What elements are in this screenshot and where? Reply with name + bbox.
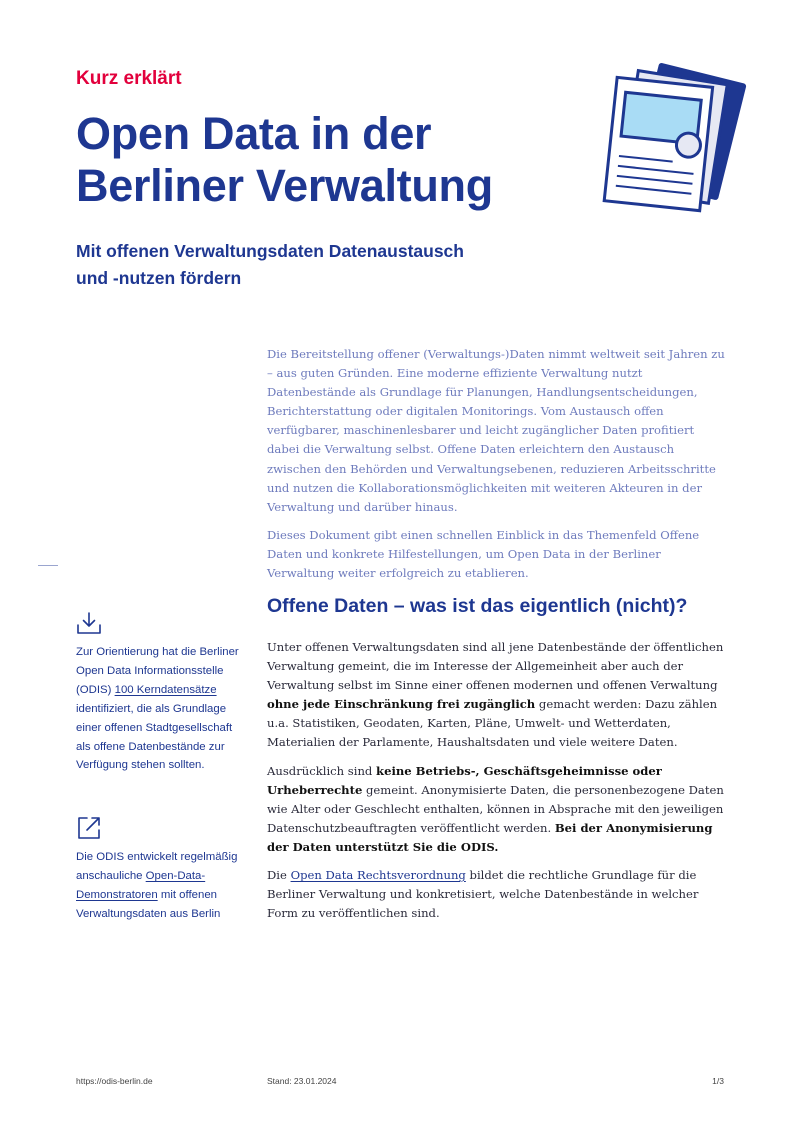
intro-paragraph-1: Die Bereitstellung offener (Verwaltungs-)Daten nimmt weltweit seit Jahren zu – aus guten Gründen. Eine moderne effiziente Verwaltung nutzt Datenbestände als Grundlage für Planungen, Handlungsentscheidungen, Berichterstattung oder digitalen Monitorings. Vom Austausch offen verfügbarer, maschinenlesbarer und leicht zugänglicher Daten profitiert dabei die Verwaltung selbst. Offene Daten erleichtern den Austausch zwischen den Behörden und Verwaltungsebenen, reduzieren Arbeitsschritte und nutzen die Kollaborationsmöglichkeiten mit weiteren Akteuren in der Verwaltung und darüber hinaus. xyxy=(267,347,725,514)
body-paragraph-2 xyxy=(267,762,727,857)
text: gemacht werden: Dazu zählen u.a. Statistiken, Geodaten, Karten, Pläne, Umwelt- und Wetterdaten, Materialien der Parlamente, Haushaltsdaten und viele weitere Daten. xyxy=(267,697,718,750)
text: identifiziert, die als Grundlage einer offenen Stadtgesellschaft als offene Datenbestände zur Verfügung stehen sollten. xyxy=(76,702,233,772)
body-paragraph-1 xyxy=(267,638,727,753)
page-title xyxy=(76,108,596,212)
text: bildet die rechtliche Grundlage für die Berliner Verwaltung und konkretisiert, welche Datenbestände in welcher Form zu veröffentlichen sind. xyxy=(267,868,699,921)
text: Die ODIS entwickelt regelmäßig anschauliche xyxy=(76,851,238,882)
bold-text: ohne jede Einschränkung frei zugänglich xyxy=(267,697,536,712)
text: Die xyxy=(267,868,291,883)
bold-text: Bei der Anonymisierung der Daten unterstützt Sie die ODIS. xyxy=(267,820,713,854)
document-illustration-icon xyxy=(580,58,752,218)
footer-url: https://odis-berlin.de xyxy=(76,1076,153,1086)
kerndatensaetze-link[interactable]: 100 Kerndatensätze xyxy=(114,683,217,696)
subtitle-line-1: Mit offenen Verwaltungsdaten Datenaustausch xyxy=(76,241,464,261)
divider xyxy=(38,565,58,566)
footer-stand: Stand: 23.01.2024 xyxy=(267,1076,337,1086)
title-line-1: Open Data in der xyxy=(76,108,432,159)
text: mit offenen Verwaltungsdaten aus Berlin xyxy=(76,888,221,920)
section-heading: Offene Daten – was ist das eigentlich (nicht)? xyxy=(267,595,688,617)
text: Zur Orientierung hat die Berliner Open Data Informationsstelle (ODIS) xyxy=(76,646,239,696)
subtitle-line-2: und -nutzen fördern xyxy=(76,268,242,288)
bold-text: keine Betriebs-, Geschäftsgeheimnisse oder Urheberrechte xyxy=(267,763,662,797)
page-number: 1/3 xyxy=(712,1076,724,1086)
subtitle xyxy=(76,238,556,292)
text: gemeint. Anonymisierte Daten, die personenbezogene Daten wie Alter oder Geschlecht enthalten, können in Absprache mit den jeweiligen Datenschutzbeauftragten veröffentlicht werden. xyxy=(267,782,724,835)
body-paragraph-3 xyxy=(267,866,727,923)
intro-paragraph-2: Dieses Dokument gibt einen schnellen Einblick in das Themenfeld Offene Daten und konkrete Hilfestellungen, um Open Data in der Berliner Verwaltung weiter erfolgreich zu etablieren. xyxy=(267,527,700,581)
kicker: Kurz erklärt xyxy=(76,68,182,89)
section-body xyxy=(267,638,727,932)
side-note-kerndatensaetze xyxy=(76,610,246,775)
intro-text xyxy=(267,345,727,592)
text: Unter offenen Verwaltungsdaten sind all jene Datenbestände der öffentlichen Verwaltung gemeint, die im Interesse der Allgemeinheit aber auch der Verwaltung selbst im Sinne einer offenen modernen und offenen Verwaltung xyxy=(267,640,724,693)
demonstratoren-link[interactable]: Open-Data-Demonstratoren xyxy=(76,869,206,901)
title-line-2: Berliner Verwaltung xyxy=(76,160,493,211)
side-note-demonstratoren xyxy=(76,815,246,924)
rechtsverordnung-link[interactable]: Open Data Rechtsverordnung xyxy=(290,868,466,883)
external-link-icon xyxy=(76,815,102,841)
download-icon xyxy=(76,610,102,636)
text: Ausdrücklich sind xyxy=(267,763,377,778)
